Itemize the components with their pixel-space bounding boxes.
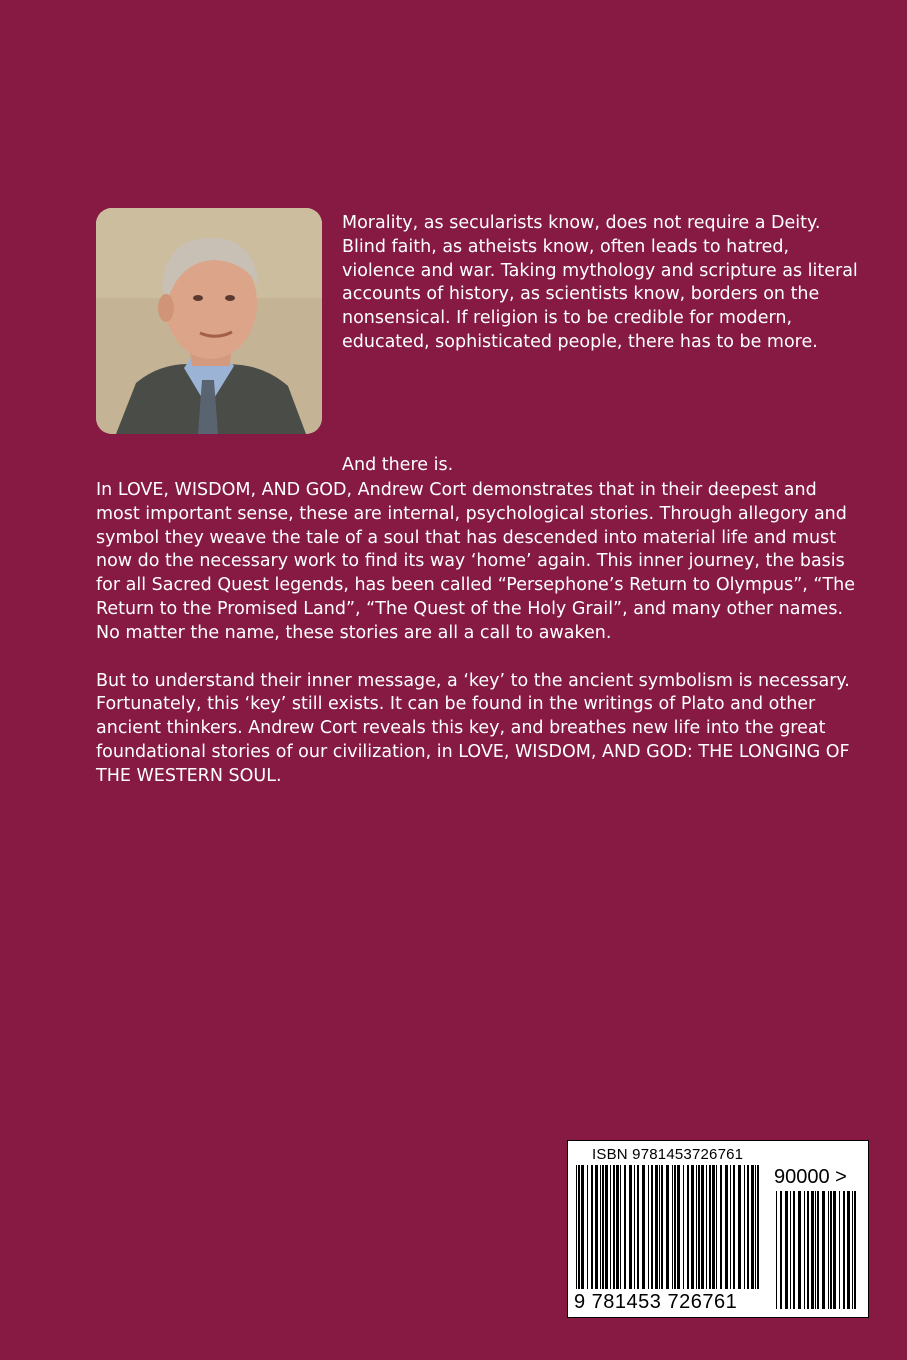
intro-paragraph: Morality, as secularists know, does not require a Deity. Blind faith, as atheists know, often leads to hatred, violence and war. Taking mythology and scripture as literal accounts of history, as scientists know, borders on the nonsensical. If religion is to be credible for modern, educated, sophisticated people, there has to be more.: [342, 213, 858, 352]
intro-closing-line: And there is.: [342, 455, 454, 475]
description-block: [96, 479, 860, 813]
isbn-label: ISBN 9781453726761: [592, 1146, 744, 1163]
price-code: 90000 >: [774, 1166, 847, 1188]
isbn-barcode-box: [567, 1140, 869, 1318]
description-paragraph-1: In LOVE, WISDOM, AND GOD, Andrew Cort demonstrates that in their deepest and most important sense, these are internal, psychological stories. Through allegory and symbol they weave the tale of a soul that has descended into material life and must now do the necessary work to find its way ‘home’ again. This inner journey, the basis for all Sacred Quest legends, has been called “Persephone’s Return to Olympus”, “The Return to the Promised Land”, “The Quest of the Holy Grail”, and many other names. No matter the name, these stories are all a call to awaken.: [96, 480, 855, 643]
author-portrait-image: [96, 208, 322, 434]
ean-barcode-bars: [574, 1165, 764, 1295]
description-paragraph-2: But to understand their inner message, a ‘key’ to the ancient symbolism is necessary. Fortunately, this ‘key’ still exists. It can be found in the writings of Plato and other ancient thinkers. Andrew Cort reveals this key, and breathes new life into the great foundational stories of our civilization, in LOVE, WISDOM, AND GOD: THE LONGING OF THE WESTERN SOUL.: [96, 670, 850, 786]
intro-block: [342, 212, 862, 355]
addon-barcode-bars: [774, 1191, 860, 1309]
isbn-digits: 9 781453 726761: [574, 1291, 738, 1313]
author-photo: [96, 208, 322, 434]
